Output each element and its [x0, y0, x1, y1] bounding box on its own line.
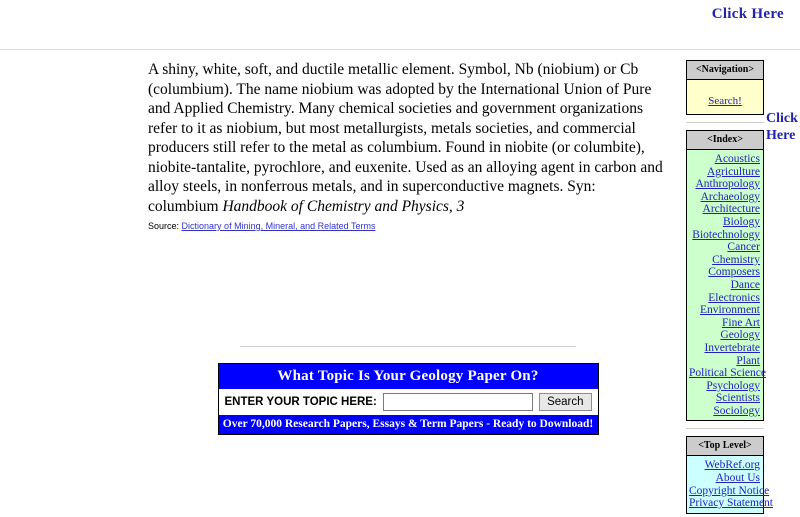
topic-search-button[interactable]: Search	[539, 393, 591, 411]
index-link-environment[interactable]: Environment	[699, 304, 760, 317]
source-label: Source:	[148, 221, 180, 231]
index-link-architecture[interactable]: Architecture	[702, 203, 760, 216]
topic-search-input[interactable]	[383, 393, 533, 411]
top-level-link-webref[interactable]: WebRef.org	[704, 459, 760, 472]
index-link-agriculture[interactable]: Agriculture	[706, 165, 760, 178]
source-line	[148, 221, 668, 231]
promo-footer: Over 70,000 Research Papers, Essays & Term Papers - Ready to Download!	[219, 415, 598, 434]
source-link[interactable]: Dictionary of Mining, Mineral, and Related Terms	[181, 221, 376, 231]
top-level-link-privacy-statement[interactable]: Privacy Statement	[689, 497, 773, 510]
index-link-composers[interactable]: Composers	[708, 266, 760, 279]
index-link-fine-art[interactable]: Fine Art	[721, 316, 760, 329]
index-link-electronics[interactable]: Electronics	[708, 291, 760, 304]
index-link-biology[interactable]: Biology	[722, 215, 760, 228]
top-level-heading: <Top Level>	[687, 437, 763, 456]
index-link-political-science[interactable]: Political Science	[689, 367, 766, 380]
promo-section	[148, 346, 668, 435]
index-link-dance[interactable]: Dance	[730, 278, 760, 291]
promo-search-form	[219, 389, 598, 415]
right-sidebar	[686, 60, 773, 514]
promo-box	[218, 363, 599, 435]
index-link-sociology[interactable]: Sociology	[713, 404, 760, 417]
definition-body: A shiny, white, soft, and ductile metallic element. Symbol, Nb (niobium) or Cb (columbium). The name niobium was adopted by the International Union of Pure and Applied Chemistry. Many chemical societies and government organizations refer to it as niobium, but most metallurgists, metals societies, and commercial producers still refer to the metal as columbium. Found in niobite (or columbite), niobite-tantalite, pyrochlore, and euxenite. Used as an alloying agent in carbon and alloy steels, in nonferrous metals, and in superconductive magnets. Syn: columbium	[148, 61, 663, 215]
index-box	[686, 130, 764, 421]
top-level-link-about-us[interactable]: About Us	[715, 472, 760, 485]
top-level-box	[686, 436, 773, 513]
index-link-archaeology[interactable]: Archaeology	[700, 190, 760, 203]
index-link-anthropology[interactable]: Anthropology	[695, 178, 760, 191]
sidebar-divider-1	[686, 122, 764, 123]
promo-title: What Topic Is Your Geology Paper On?	[219, 364, 598, 389]
article-column	[148, 60, 668, 231]
definition-text	[148, 60, 668, 216]
sidebar-divider-2	[686, 428, 764, 429]
definition-citation: Handbook of Chemistry and Physics, 3	[222, 197, 465, 215]
index-link-psychology[interactable]: Psychology	[706, 379, 760, 392]
index-link-biotechnology[interactable]: Biotechnology	[692, 228, 760, 241]
index-link-cancer[interactable]: Cancer	[727, 241, 760, 254]
top-level-link-copyright-notice[interactable]: Copyright Notice	[689, 484, 770, 497]
sidebar-click-here-link[interactable]: Click Here	[766, 111, 798, 143]
index-link-invertebrate[interactable]: Invertebrate	[704, 341, 760, 354]
navigation-box	[686, 60, 764, 115]
index-link-scientists[interactable]: Scientists	[715, 392, 760, 405]
promo-divider	[240, 346, 576, 347]
header-divider	[0, 49, 800, 50]
index-links	[687, 150, 766, 420]
index-link-geology[interactable]: Geology	[720, 329, 760, 342]
top-level-links	[687, 456, 773, 512]
index-link-plant[interactable]: Plant	[736, 354, 760, 367]
nav-link-search[interactable]: Search!	[708, 95, 742, 107]
promo-input-label: ENTER YOUR TOPIC HERE:	[224, 396, 377, 408]
top-banner-click-here-link[interactable]: Click Here	[711, 6, 784, 22]
index-link-chemistry[interactable]: Chemistry	[712, 253, 760, 266]
index-heading: <Index>	[687, 131, 763, 150]
navigation-links	[687, 80, 763, 114]
navigation-heading: <Navigation>	[687, 61, 763, 80]
top-banner	[0, 0, 800, 40]
index-link-acoustics[interactable]: Acoustics	[714, 153, 760, 165]
